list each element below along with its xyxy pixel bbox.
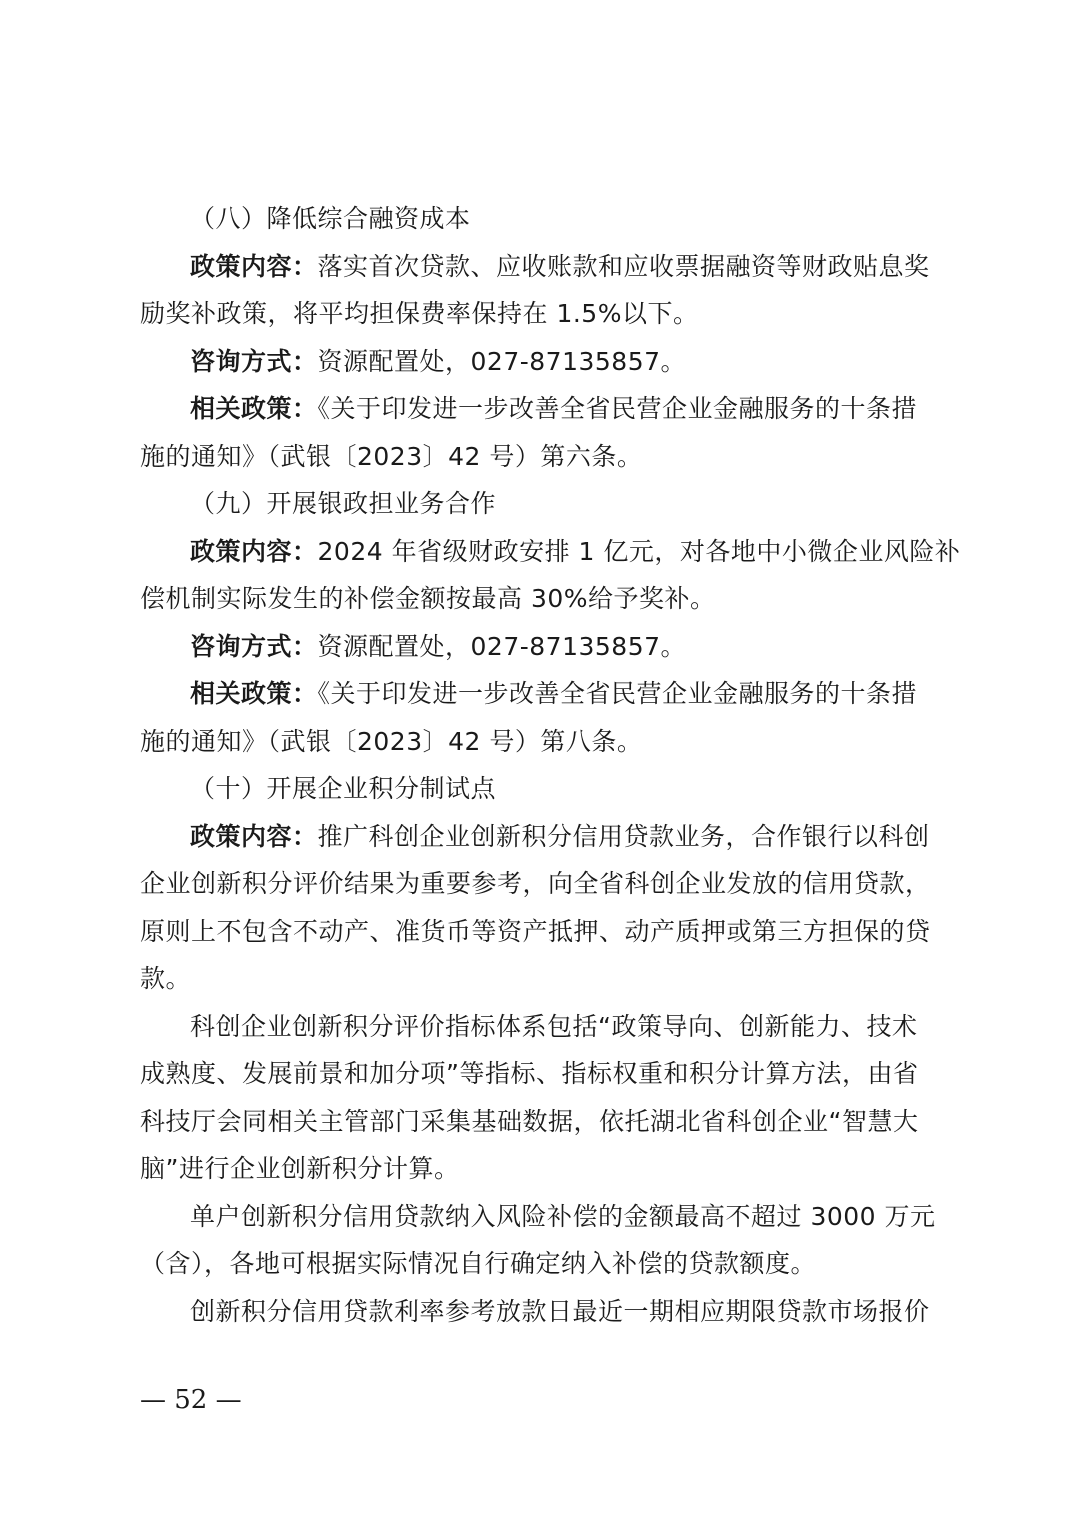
related-policy-line: 施的通知》（武银〔2023〕42 号）第八条。 <box>140 726 643 756</box>
policy-content-line <box>140 528 961 576</box>
policy-content-line: 原则上不包含不动产、准货币等资产抵押、动产质押或第三方担保的贷 <box>140 916 931 946</box>
related-policy-line: 施的通知》（武银〔2023〕42 号）第六条。 <box>140 441 643 471</box>
body-paragraph-line: 脑”进行企业创新积分计算。 <box>140 1154 460 1183</box>
body-paragraph-line: 科创企业创新积分评价指标体系包括“政策导向、创新能力、技术 <box>190 1011 918 1041</box>
policy-content-label: 政策内容： <box>190 251 318 281</box>
body-paragraph-line: 单户创新积分信用贷款纳入风险补偿的金额最高不超过 3000 万元 <box>190 1201 936 1231</box>
contact-label: 咨询方式： <box>190 631 318 661</box>
related-policy-label: 相关政策： <box>190 679 318 708</box>
contact-line <box>140 338 922 386</box>
contact-text: 资源配置处，027-87135857。 <box>317 631 687 661</box>
contact-label: 咨询方式： <box>190 346 318 376</box>
policy-content-label: 政策内容： <box>190 536 318 566</box>
body-paragraph-line: 创新积分信用贷款利率参考放款日最近一期相应期限贷款市场报价 <box>190 1296 930 1326</box>
policy-content-line <box>140 813 930 861</box>
section-heading-9: （九）开展银政担业务合作 <box>190 489 497 518</box>
related-policy-label: 相关政策： <box>190 394 318 423</box>
related-policy-line <box>140 385 922 433</box>
policy-content-line: 偿机制实际发生的补偿金额按最高 30%给予奖补。 <box>140 584 716 613</box>
document-body <box>140 195 961 1335</box>
related-policy-text: 《关于印发进一步改善全省民营企业金融服务的十条措 <box>317 679 918 708</box>
section-heading-10: （十）开展企业积分制试点 <box>190 774 497 803</box>
related-policy-text: 《关于印发进一步改善全省民营企业金融服务的十条措 <box>317 394 918 423</box>
contact-line <box>140 623 922 671</box>
section-heading-8: （八）降低综合融资成本 <box>190 204 471 233</box>
policy-content-text: 推广科创企业创新积分信用贷款业务，合作银行以科创 <box>317 821 930 851</box>
contact-text: 资源配置处，027-87135857。 <box>317 346 687 376</box>
body-paragraph-line: 科技厅会同相关主管部门采集基础数据，依托湖北省科创企业“智慧大 <box>140 1106 919 1136</box>
policy-content-label: 政策内容： <box>190 821 318 851</box>
body-paragraph-line: 成熟度、发展前景和加分项”等指标、指标权重和积分计算方法，由省 <box>140 1059 919 1088</box>
related-policy-line <box>140 670 922 718</box>
body-paragraph-line: （含），各地可根据实际情况自行确定纳入补偿的贷款额度。 <box>140 1249 817 1278</box>
policy-content-text: 落实首次贷款、应收账款和应收票据融资等财政贴息奖 <box>317 251 930 281</box>
policy-content-line <box>140 243 930 291</box>
policy-content-line: 励奖补政策，将平均担保费率保持在 1.5%以下。 <box>140 299 699 328</box>
policy-content-line: 款。 <box>140 964 192 993</box>
policy-content-text: 2024 年省级财政安排 1 亿元，对各地中小微企业风险补 <box>317 536 961 566</box>
policy-content-line: 企业创新积分评价结果为重要参考，向全省科创企业发放的信用贷款， <box>140 869 931 898</box>
page-number: — 52 — <box>140 1385 242 1415</box>
